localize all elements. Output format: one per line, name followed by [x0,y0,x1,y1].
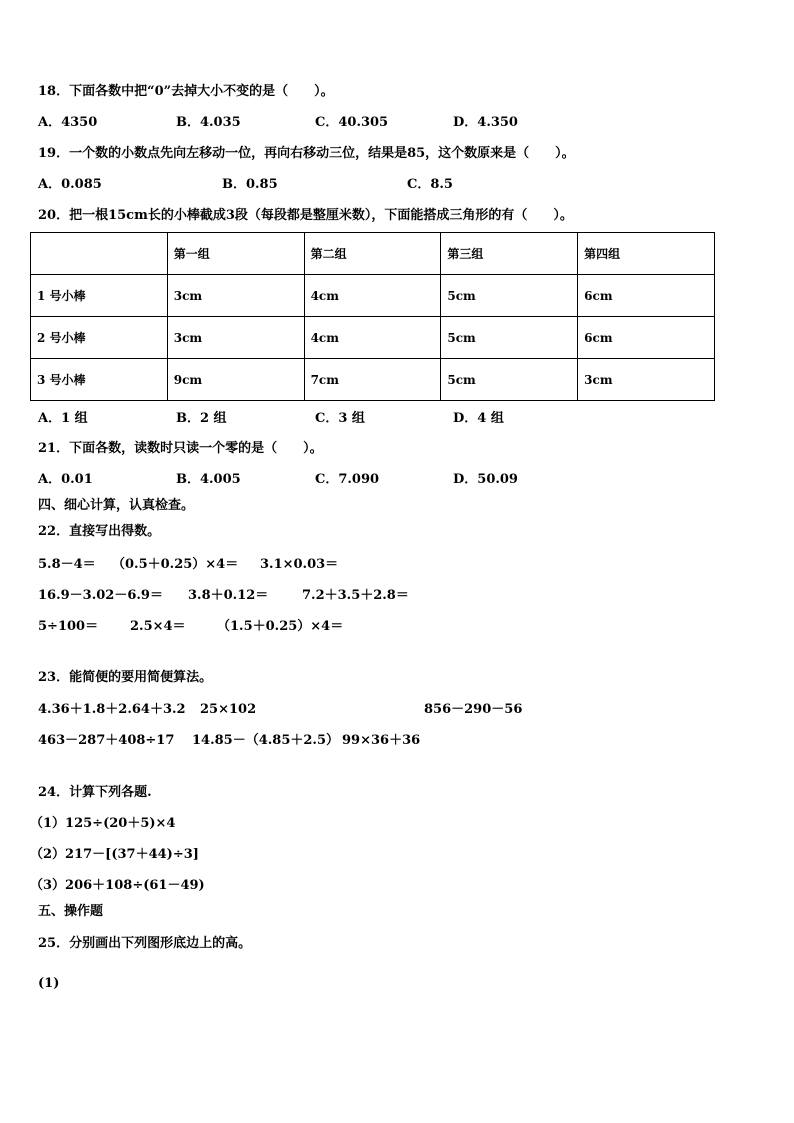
q22-expression: 5÷100＝ [38,619,99,634]
table-cell: 3cm [167,317,304,359]
table-cell: 7cm [304,359,441,401]
table-row-label: 2 号小棒 [31,317,168,359]
table-header-cell: 第二组 [304,233,441,275]
q21-option-c: C．7.090 [315,472,380,487]
q23-expression: 463－287＋408÷17 [38,733,175,748]
table-row [31,317,715,359]
table-row [31,275,715,317]
q22-expression: 7.2＋3.5＋2.8＝ [302,588,409,603]
q25-sub-label: (1) [38,976,60,991]
section-heading-4: 四、细心计算，认真检查。 [38,498,195,513]
q20-stem: 20．把一根15cm长的小棒截成3段（每段都是整厘米数），下面能搭成三角形的有（ ）。 [38,208,573,223]
table-row [31,359,715,401]
q23-expression: 4.36＋1.8＋2.64＋3.2 [38,702,186,717]
table-cell: 3cm [578,359,715,401]
q19-option-a: A．0.085 [38,177,102,192]
q19-option-b: B．0.85 [222,177,278,192]
q22-expression: 16.9－3.02－6.9＝ [38,588,163,603]
q22-expression: 3.8＋0.12＝ [188,588,269,603]
q22-expression: 3.1×0.03＝ [260,557,339,572]
table-cell: 5cm [441,359,578,401]
q18-option-b: B．4.035 [176,115,241,130]
q18-option-a: A．4350 [38,115,98,130]
q23-expression: 25×102 [200,702,257,717]
q23-expression: 14.85－（4.85＋2.5） [192,733,339,748]
table-cell: 6cm [578,317,715,359]
q21-option-d: D．50.09 [453,472,518,487]
q22-stem: 22．直接写出得数。 [38,524,161,539]
table-cell: 9cm [167,359,304,401]
q24-item: （3）206＋108÷(61－49) [30,878,205,893]
q24-stem: 24．计算下列各题. [38,785,152,800]
q21-stem: 21．下面各数，读数时只读一个零的是（ ）。 [38,441,323,456]
table-header-row [31,233,715,275]
q23-stem: 23．能简便的要用简便算法。 [38,670,213,685]
table-cell: 4cm [304,275,441,317]
q24-item: （2）217－[(37＋44)÷3] [30,847,199,862]
q20-option-a: A．1 组 [38,411,88,426]
table-header-cell [31,233,168,275]
q18-stem: 18．下面各数中把“0”去掉大小不变的是（ ）。 [38,84,334,99]
q21-option-b: B．4.005 [176,472,241,487]
q20-table [30,232,715,401]
q20-option-c: C．3 组 [315,411,365,426]
q20-option-d: D．4 组 [453,411,504,426]
q22-expression: （1.5＋0.25）×4＝ [217,619,344,634]
table-row-label: 1 号小棒 [31,275,168,317]
q25-stem: 25．分别画出下列图形底边上的高。 [38,936,252,951]
table-row-label: 3 号小棒 [31,359,168,401]
q20-option-b: B．2 组 [176,411,227,426]
q21-option-a: A．0.01 [38,472,93,487]
table-cell: 3cm [167,275,304,317]
q23-expression: 856－290－56 [424,702,523,717]
table-header-cell: 第三组 [441,233,578,275]
table-cell: 5cm [441,317,578,359]
q18-option-d: D．4.350 [453,115,518,130]
table-header-cell: 第一组 [167,233,304,275]
q23-expression: 99×36＋36 [342,733,421,748]
q22-expression: （0.5＋0.25）×4＝ [112,557,239,572]
q22-expression: 2.5×4＝ [130,619,186,634]
q19-option-c: C．8.5 [407,177,453,192]
table-cell: 5cm [441,275,578,317]
table-header-cell: 第四组 [578,233,715,275]
q19-stem: 19．一个数的小数点先向左移动一位，再向右移动三位，结果是85，这个数原来是（ ）。 [38,146,575,161]
q24-item: （1）125÷(20＋5)×4 [30,816,176,831]
table-cell: 4cm [304,317,441,359]
section-heading-5: 五、操作题 [38,904,104,919]
table-cell: 6cm [578,275,715,317]
q18-option-c: C．40.305 [315,115,389,130]
q22-expression: 5.8－4＝ [38,557,96,572]
